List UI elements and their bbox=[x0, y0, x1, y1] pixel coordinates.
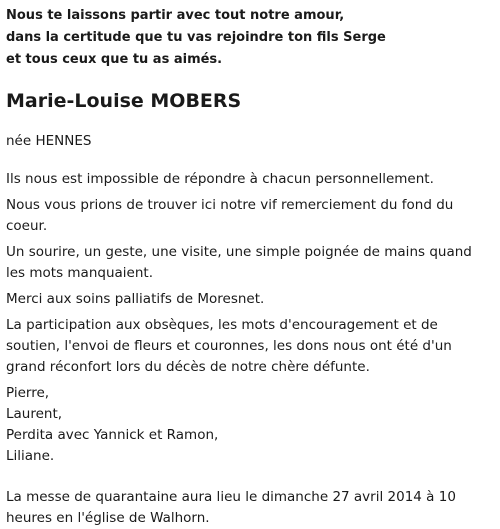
message-paragraph: Merci aux soins palliatifs de Moresnet. bbox=[6, 291, 265, 307]
message-paragraph: La participation aux obsèques, les mots d'encouragement et de soutien, l'envoi de fleurs et couronnes, les dons nous ont été d'un grand réconfort lors du décès de notre chère défunte. bbox=[6, 317, 452, 375]
thanks-message bbox=[6, 169, 494, 378]
intro-verse bbox=[6, 5, 494, 71]
intro-line: Nous te laissons partir avec tout notre amour, bbox=[6, 8, 345, 23]
family-signatures bbox=[6, 383, 494, 467]
signature-line: Liliane. bbox=[6, 448, 55, 464]
birth-name: née HENNES bbox=[6, 133, 92, 149]
message-paragraph: Ils nous est impossible de répondre à chacun personnellement. bbox=[6, 171, 434, 187]
signature-line: Pierre, bbox=[6, 385, 50, 401]
message-paragraph: Nous vous prions de trouver ici notre vif remerciement du fond du coeur. bbox=[6, 197, 454, 234]
mass-announcement: La messe de quarantaine aura lieu le dimanche 27 avril 2014 à 10 heures en l'église de Walhorn. bbox=[6, 489, 456, 526]
death-notice bbox=[6, 0, 494, 529]
signature-line: Perdita avec Yannick et Ramon, bbox=[6, 427, 219, 443]
message-paragraph: Un sourire, un geste, une visite, une simple poignée de mains quand les mots manquaient. bbox=[6, 244, 472, 281]
intro-line: et tous ceux que tu as aimés. bbox=[6, 52, 223, 67]
signature-line: Laurent, bbox=[6, 406, 63, 422]
deceased-name: Marie-Louise MOBERS bbox=[6, 90, 242, 112]
intro-line: dans la certitude que tu vas rejoindre ton fils Serge bbox=[6, 30, 386, 45]
